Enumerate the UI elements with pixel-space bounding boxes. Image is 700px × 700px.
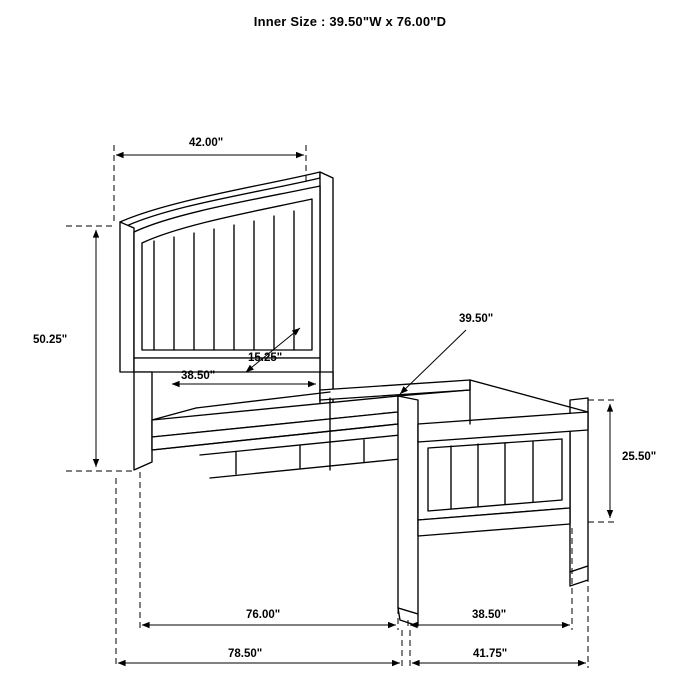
- dimension-label-headboard-height: 50.25": [33, 334, 68, 346]
- page-title: Inner Size : 39.50"W x 76.00"D: [253, 14, 447, 29]
- dimension-label-overall-depth: 78.50": [228, 648, 263, 660]
- dimension-label-headboard-width: 42.00": [189, 137, 224, 149]
- dimension-label-headboard-panel-height: 15.25": [248, 352, 283, 364]
- dimension-label-footboard-height: 25.50": [622, 451, 657, 463]
- dimension-label-overall-width: 41.75": [473, 648, 508, 660]
- dimension-label-headboard-panel-width: 38.50": [181, 370, 216, 382]
- bed-illustration: [120, 172, 588, 626]
- dimension-label-inner-width: 39.50": [459, 313, 494, 325]
- dimension-label-footboard-width: 38.50": [472, 609, 507, 621]
- dimension-label-inner-depth: 76.00": [246, 609, 281, 621]
